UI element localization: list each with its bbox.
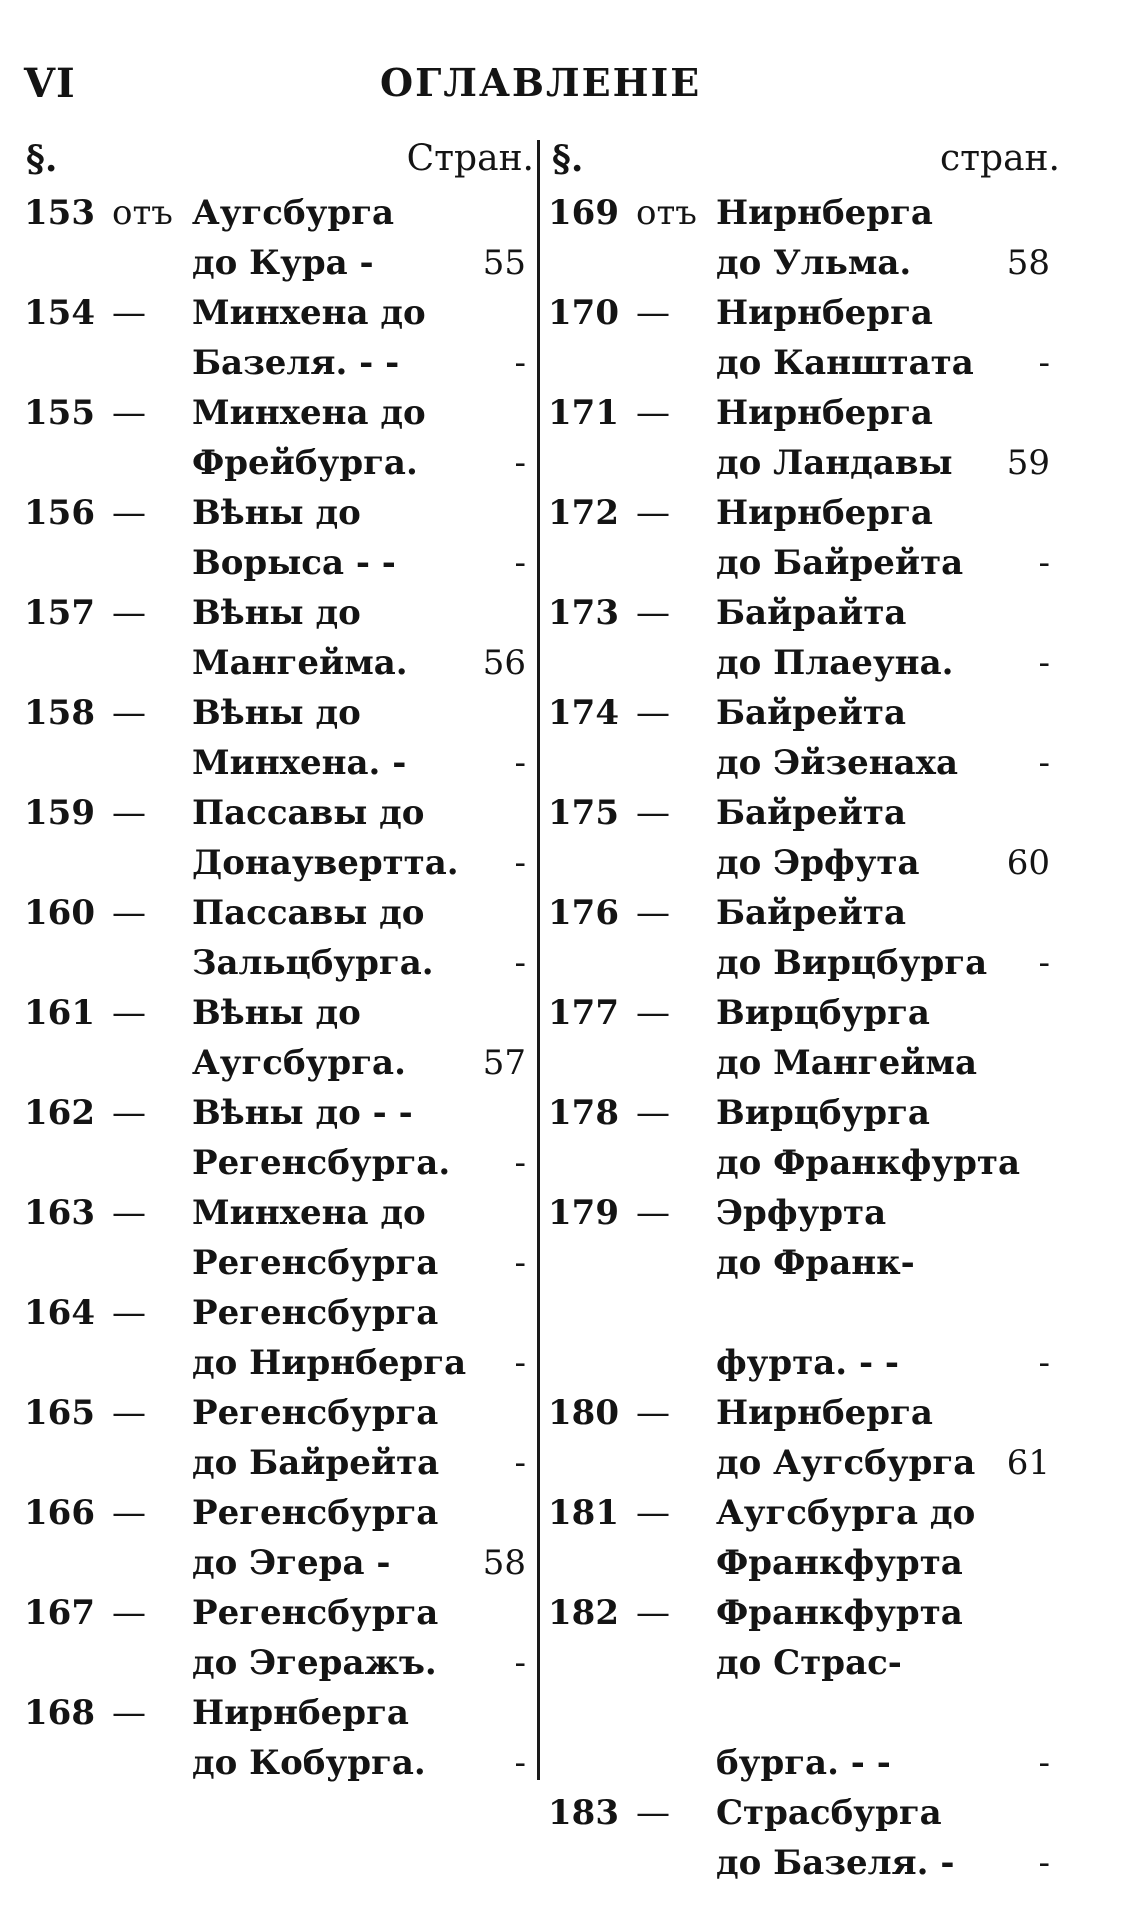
toc-entry <box>24 1588 534 1688</box>
entry-connector: — <box>112 1493 146 1533</box>
entry-route-line1: Байрейта <box>716 793 907 833</box>
entry-route-line1: Байрейта <box>716 693 907 733</box>
entry-route-line2: до Страс- <box>716 1643 902 1683</box>
entry-route-line1: Минхена до <box>192 393 426 433</box>
entry-page-number: - <box>1038 943 1050 983</box>
entry-number <box>548 1688 630 1738</box>
entry-connector: — <box>636 993 670 1033</box>
entry-number: 181 <box>548 1493 619 1533</box>
entry-page-number: - <box>514 1643 526 1683</box>
toc-entry <box>24 1288 534 1388</box>
toc-entry <box>548 588 1058 688</box>
entry-route-line2: бурга. - - <box>716 1743 891 1783</box>
entry-route-line2: до Байрейта <box>716 543 964 583</box>
section-symbol: §. <box>26 138 58 180</box>
toc-entry <box>548 888 1058 988</box>
entry-number: 183 <box>548 1793 619 1833</box>
entry-connector: — <box>112 1193 146 1233</box>
entry-number: 173 <box>548 593 619 633</box>
entry-connector: — <box>636 1393 670 1433</box>
entry-number: 167 <box>24 1593 95 1633</box>
entry-route-line1: Франкфурта <box>716 1593 963 1633</box>
entry-route-line2: до Плаеуна. <box>716 643 954 683</box>
toc-entry <box>24 488 534 588</box>
toc-entry <box>548 1788 1058 1888</box>
toc-entry <box>24 788 534 888</box>
entry-number: 179 <box>548 1193 619 1233</box>
entry-route-line1: Пассавы до <box>192 793 425 833</box>
entry-route-line1: Пассавы до <box>192 893 425 933</box>
entry-route-line1: Регенсбурга <box>192 1393 439 1433</box>
entry-page-number: 60 <box>1006 843 1050 883</box>
entry-connector: — <box>112 1693 146 1733</box>
entry-route-line2: Франкфурта <box>716 1543 963 1583</box>
entry-page-number: - <box>514 443 526 483</box>
entry-connector: — <box>112 693 146 733</box>
entry-page-number: - <box>514 1343 526 1383</box>
entry-route-line2: Мангейма. <box>192 643 408 683</box>
toc-entry <box>24 688 534 788</box>
toc-entry <box>24 288 534 388</box>
entry-page-number: 57 <box>482 1043 526 1083</box>
entry-page-number: - <box>1038 343 1050 383</box>
entry-page-number: - <box>514 1243 526 1283</box>
entry-number: 156 <box>24 493 95 533</box>
entry-number <box>548 1288 630 1338</box>
entry-connector: — <box>636 393 670 433</box>
entry-route-line1: Минхена до <box>192 1193 426 1233</box>
entry-route-line2: Фрейбурга. <box>192 443 418 483</box>
entry-page-number: 58 <box>482 1543 526 1583</box>
entry-route-line2: Минхена. - <box>192 743 407 783</box>
entry-page-number: - <box>514 943 526 983</box>
entry-route-line1: Вѣны до <box>192 593 361 633</box>
page-column-label: стран. <box>939 138 1060 179</box>
entry-number: 164 <box>24 1293 95 1333</box>
toc-entry <box>548 1188 1058 1288</box>
entry-route-line2: Базеля. - - <box>192 343 400 383</box>
entry-route-line2: до Франк- <box>716 1243 915 1283</box>
toc-entry <box>24 588 534 688</box>
entry-connector: — <box>636 1493 670 1533</box>
entry-page-number: - <box>1038 743 1050 783</box>
entry-page-number: - <box>514 1143 526 1183</box>
entry-route-line1: Вѣны до <box>192 693 361 733</box>
toc-entry <box>548 188 1058 288</box>
toc-entry <box>548 1688 1058 1788</box>
entry-connector: — <box>636 1593 670 1633</box>
entry-connector: — <box>112 593 146 633</box>
entry-number: 174 <box>548 693 619 733</box>
column-divider <box>537 140 540 1780</box>
toc-entry <box>548 388 1058 488</box>
entry-number: 170 <box>548 293 619 333</box>
toc-entry <box>548 1388 1058 1488</box>
entry-connector: — <box>112 1093 146 1133</box>
entry-route-line2: Аугсбурга. <box>192 1043 406 1083</box>
page-column-label: Стран. <box>406 138 534 179</box>
entry-connector: — <box>636 293 670 333</box>
toc-entry <box>548 988 1058 1088</box>
entry-page-number: - <box>1038 1343 1050 1383</box>
entry-page-number: 61 <box>1006 1443 1050 1483</box>
page-header <box>0 52 1140 112</box>
entry-route-line1: Нирнберга <box>716 393 933 433</box>
toc-entry <box>548 1488 1058 1588</box>
page-title: ОГЛАВЛЕНІЕ <box>380 60 702 105</box>
toc-entry <box>548 488 1058 588</box>
entry-connector: — <box>636 793 670 833</box>
toc-entry <box>24 888 534 988</box>
entry-page-number: - <box>514 343 526 383</box>
entry-route-line2: Регенсбурга <box>192 1243 439 1283</box>
toc-entry <box>24 1688 534 1788</box>
toc-entry <box>24 388 534 488</box>
entry-route-line2: до Ландавы <box>716 443 953 483</box>
entry-route-line1: Нирнберга <box>192 1693 409 1733</box>
entry-route-line2: до Базеля. - <box>716 1843 955 1883</box>
entry-page-number: - <box>1038 543 1050 583</box>
toc-entry <box>24 1488 534 1588</box>
toc-right-column <box>548 188 1058 1888</box>
toc-entry <box>24 988 534 1088</box>
entry-route-line1: Нирнберга <box>716 293 933 333</box>
toc-entry <box>548 288 1058 388</box>
left-column-header <box>26 138 534 188</box>
entry-connector: — <box>112 493 146 533</box>
entry-connector: — <box>112 993 146 1033</box>
entry-route-line1: Аугсбурга <box>192 193 395 233</box>
entry-page-number: - <box>514 543 526 583</box>
entry-page-number: - <box>514 843 526 883</box>
entry-number: 162 <box>24 1093 95 1133</box>
entry-route-line1: Страсбурга <box>716 1793 942 1833</box>
section-symbol: §. <box>552 138 584 180</box>
entry-page-number: - <box>514 1443 526 1483</box>
entry-number: 176 <box>548 893 619 933</box>
toc-entry <box>548 1088 1058 1188</box>
entry-number: 154 <box>24 293 95 333</box>
page-folio: VI <box>24 60 76 107</box>
entry-route-line2: до Нирнберга <box>192 1343 467 1383</box>
entry-number: 163 <box>24 1193 95 1233</box>
entry-connector: — <box>112 893 146 933</box>
entry-route-line2: до Кобурга. <box>192 1743 426 1783</box>
entry-route-line2: Регенсбурга. <box>192 1143 451 1183</box>
entry-number: 172 <box>548 493 619 533</box>
entry-route-line2: до Эгеражъ. <box>192 1643 437 1683</box>
entry-route-line2: Донаувертта. <box>192 843 459 883</box>
entry-connector: — <box>112 793 146 833</box>
entry-page-number: - <box>1038 1743 1050 1783</box>
entry-route-line2: Зальцбурга. <box>192 943 434 983</box>
entry-connector: отъ <box>112 193 173 233</box>
entry-number: 180 <box>548 1393 619 1433</box>
entry-number: 175 <box>548 793 619 833</box>
entry-route-line2: Ворыса - - <box>192 543 396 583</box>
toc-entry <box>548 688 1058 788</box>
entry-route-line2: до Эгера - <box>192 1543 391 1583</box>
toc-entry <box>24 1188 534 1288</box>
entry-route-line2: до Байрейта <box>192 1443 440 1483</box>
entry-connector: — <box>112 293 146 333</box>
entry-number: 165 <box>24 1393 95 1433</box>
entry-route-line1: Вирцбурга <box>716 993 930 1033</box>
entry-route-line1: Регенсбурга <box>192 1493 439 1533</box>
right-column-header <box>552 138 1060 188</box>
entry-number: 159 <box>24 793 95 833</box>
entry-page-number: 56 <box>482 643 526 683</box>
entry-route-line2: до Аугсбурга <box>716 1443 976 1483</box>
entry-route-line1: Регенсбурга <box>192 1293 439 1333</box>
toc-entry <box>24 1388 534 1488</box>
entry-route-line1: Минхена до <box>192 293 426 333</box>
entry-route-line2: фурта. - - <box>716 1343 900 1383</box>
entry-number: 182 <box>548 1593 619 1633</box>
entry-connector: — <box>636 893 670 933</box>
entry-route-line1: Вѣны до - - <box>192 1093 413 1133</box>
entry-route-line1: Байрейта <box>716 893 907 933</box>
entry-page-number: - <box>514 1743 526 1783</box>
entry-route-line1: Эрфурта <box>716 1193 887 1233</box>
entry-route-line1: Регенсбурга <box>192 1593 439 1633</box>
entry-connector: — <box>636 593 670 633</box>
entry-number: 155 <box>24 393 95 433</box>
entry-connector: — <box>112 1593 146 1633</box>
entry-route-line2: до Мангейма <box>716 1043 977 1083</box>
entry-number: 168 <box>24 1693 95 1733</box>
entry-number: 178 <box>548 1093 619 1133</box>
entry-page-number: 55 <box>482 243 526 283</box>
entry-connector: — <box>112 393 146 433</box>
entry-connector: — <box>636 1193 670 1233</box>
entry-page-number: - <box>1038 643 1050 683</box>
entry-page-number: 59 <box>1006 443 1050 483</box>
entry-connector: — <box>112 1293 146 1333</box>
entry-number: 169 <box>548 193 619 233</box>
entry-route-line2: до Франкфурта <box>716 1143 1020 1183</box>
entry-connector: — <box>636 1093 670 1133</box>
entry-connector: — <box>636 693 670 733</box>
entry-number: 160 <box>24 893 95 933</box>
entry-connector: — <box>112 1393 146 1433</box>
toc-left-column <box>24 188 534 1788</box>
entry-route-line1: Байрайта <box>716 593 907 633</box>
entry-route-line1: Вѣны до <box>192 993 361 1033</box>
entry-route-line2: до Эрфута <box>716 843 920 883</box>
entry-route-line2: до Кура - <box>192 243 374 283</box>
entry-route-line2: до Эйзенаха <box>716 743 958 783</box>
entry-number: 166 <box>24 1493 95 1533</box>
toc-entry <box>548 1588 1058 1688</box>
entry-number: 161 <box>24 993 95 1033</box>
entry-route-line2: до Канштата <box>716 343 974 383</box>
entry-page-number: 58 <box>1006 243 1050 283</box>
entry-connector: — <box>636 1793 670 1833</box>
entry-number: 171 <box>548 393 619 433</box>
entry-route-line1: Аугсбурга до <box>716 1493 976 1533</box>
toc-entry <box>548 788 1058 888</box>
entry-number: 158 <box>24 693 95 733</box>
entry-route-line1: Нирнберга <box>716 493 933 533</box>
toc-entry <box>24 188 534 288</box>
entry-page-number: - <box>1038 1843 1050 1883</box>
entry-number: 153 <box>24 193 95 233</box>
entry-page-number: - <box>514 743 526 783</box>
entry-connector: отъ <box>636 193 697 233</box>
toc-entry <box>24 1088 534 1188</box>
entry-number: 157 <box>24 593 95 633</box>
entry-number: 177 <box>548 993 619 1033</box>
entry-route-line1: Нирнберга <box>716 1393 933 1433</box>
entry-route-line2: до Вирцбурга <box>716 943 988 983</box>
entry-route-line1: Нирнберга <box>716 193 933 233</box>
entry-route-line2: до Ульма. <box>716 243 912 283</box>
entry-route-line1: Вирцбурга <box>716 1093 930 1133</box>
toc-entry <box>548 1288 1058 1388</box>
entry-connector: — <box>636 493 670 533</box>
entry-route-line1: Вѣны до <box>192 493 361 533</box>
